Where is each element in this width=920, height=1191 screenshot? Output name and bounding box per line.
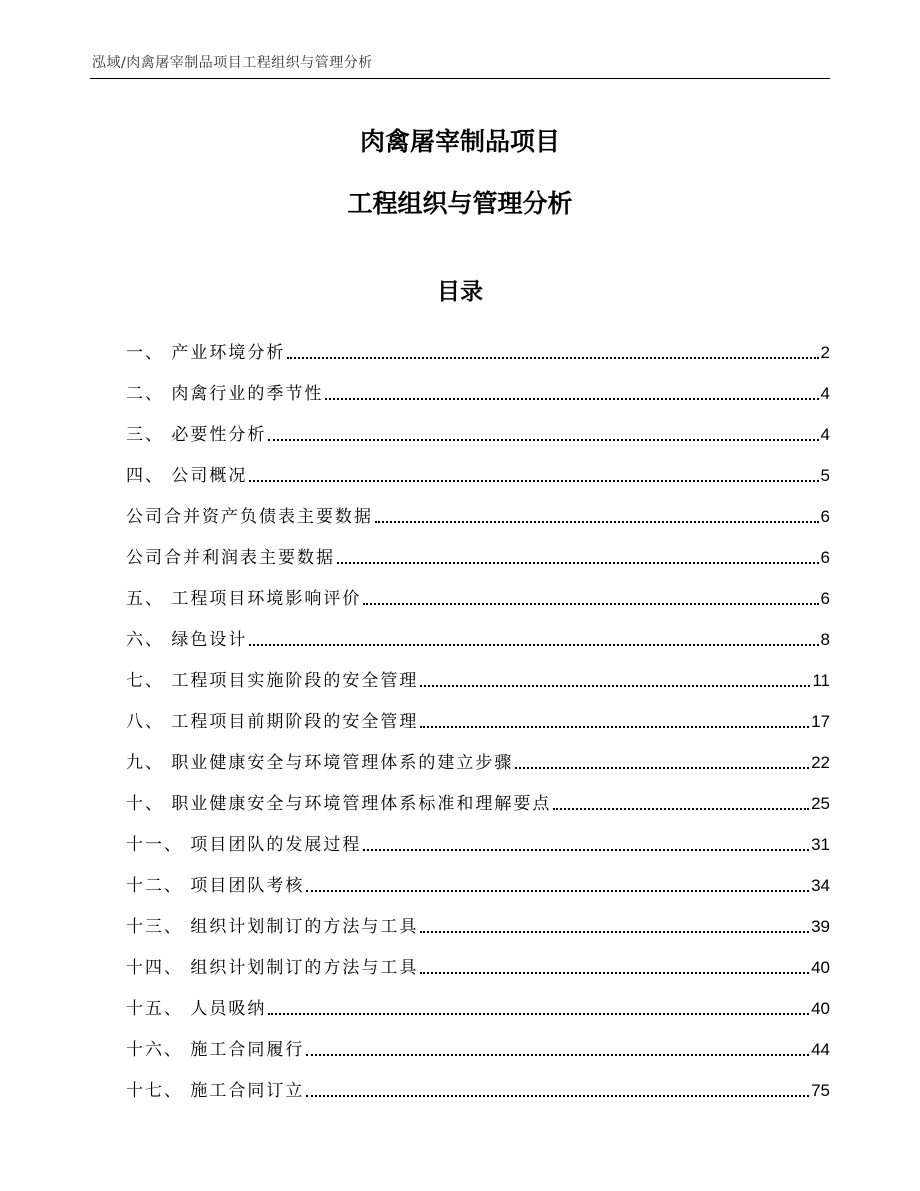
toc-entry[interactable] — [126, 446, 830, 487]
toc-dot-leader — [515, 767, 809, 769]
toc-dot-leader — [363, 849, 809, 851]
toc-entry-page: 2 — [820, 343, 830, 362]
toc-entry-page: 6 — [820, 548, 830, 567]
toc-entry-label: 十七、 施工合同订立 — [126, 1081, 305, 1101]
toc-entry-label: 七、 工程项目实施阶段的安全管理 — [126, 671, 419, 691]
toc-entry-label: 十三、 组织计划制订的方法与工具 — [126, 917, 419, 937]
toc-entry-page: 17 — [811, 712, 830, 731]
toc-entry[interactable] — [126, 323, 830, 364]
toc-dot-leader — [375, 521, 819, 523]
toc-entry-label: 公司合并利润表主要数据 — [126, 548, 335, 568]
toc-entry[interactable] — [126, 651, 830, 692]
toc-dot-leader — [363, 603, 818, 605]
running-header: 泓域/肉禽屠宰制品项目工程组织与管理分析 — [92, 55, 373, 71]
toc-dot-leader — [325, 398, 818, 400]
toc-entry[interactable] — [126, 1020, 830, 1061]
toc-dot-leader — [268, 439, 818, 441]
toc-entry[interactable] — [126, 815, 830, 856]
toc-entry[interactable] — [126, 897, 830, 938]
toc-entry-page: 25 — [811, 794, 830, 813]
toc-dot-leader — [306, 1095, 809, 1097]
toc-entry[interactable] — [126, 733, 830, 774]
toc-entry[interactable] — [126, 692, 830, 733]
header-rule — [90, 78, 830, 79]
toc-entry-page: 8 — [820, 630, 830, 649]
toc-dot-leader — [420, 726, 809, 728]
toc-dot-leader — [306, 1054, 809, 1056]
toc-entry-label: 十二、 项目团队考核 — [126, 876, 305, 896]
toc-dot-leader — [249, 480, 818, 482]
toc-entry[interactable] — [126, 364, 830, 405]
toc-dot-leader — [287, 357, 818, 359]
toc-entry-label: 六、 绿色设计 — [126, 630, 248, 650]
toc-entry-label: 四、 公司概况 — [126, 466, 248, 486]
toc-entry-label: 二、 肉禽行业的季节性 — [126, 384, 324, 404]
toc-entry[interactable] — [126, 856, 830, 897]
toc-entry-label: 五、 工程项目环境影响评价 — [126, 589, 362, 609]
toc-dot-leader — [249, 644, 818, 646]
toc-entry-label: 公司合并资产负债表主要数据 — [126, 507, 373, 527]
toc-entry-label: 十六、 施工合同履行 — [126, 1040, 305, 1060]
toc-entry-page: 4 — [820, 384, 830, 403]
document-title-line-2: 工程组织与管理分析 — [347, 189, 573, 218]
toc-entry[interactable] — [126, 979, 830, 1020]
toc-entry[interactable] — [126, 487, 830, 528]
toc-entry-label: 一、 产业环境分析 — [126, 343, 286, 363]
toc-entry-page: 6 — [820, 507, 830, 526]
toc-entry-label: 十、 职业健康安全与环境管理体系标准和理解要点 — [126, 794, 552, 814]
toc-entry-page: 40 — [811, 958, 830, 977]
table-of-contents — [126, 323, 830, 1102]
toc-entry-label: 十四、 组织计划制订的方法与工具 — [126, 958, 419, 978]
toc-dot-leader — [268, 1013, 809, 1015]
toc-dot-leader — [337, 562, 819, 564]
toc-entry[interactable] — [126, 774, 830, 815]
toc-entry-page: 34 — [811, 876, 830, 895]
toc-entry-page: 4 — [820, 425, 830, 444]
toc-entry-page: 11 — [812, 671, 830, 690]
toc-dot-leader — [420, 931, 809, 933]
toc-entry-page: 6 — [820, 589, 830, 608]
toc-entry-page: 75 — [811, 1081, 830, 1100]
toc-entry-page: 39 — [811, 917, 830, 936]
toc-dot-leader — [420, 972, 809, 974]
toc-entry-label: 十一、 项目团队的发展过程 — [126, 835, 362, 855]
toc-dot-leader — [306, 890, 809, 892]
toc-entry[interactable] — [126, 569, 830, 610]
toc-entry-page: 40 — [811, 999, 830, 1018]
toc-entry[interactable] — [126, 610, 830, 651]
toc-entry-label: 八、 工程项目前期阶段的安全管理 — [126, 712, 419, 732]
toc-entry-label: 十五、 人员吸纳 — [126, 999, 267, 1019]
toc-entry[interactable] — [126, 405, 830, 446]
toc-entry[interactable] — [126, 1061, 830, 1102]
document-title-line-1: 肉禽屠宰制品项目 — [359, 127, 560, 156]
toc-entry[interactable] — [126, 938, 830, 979]
toc-entry-page: 44 — [811, 1040, 830, 1059]
toc-entry-label: 九、 职业健康安全与环境管理体系的建立步骤 — [126, 753, 514, 773]
toc-heading: 目录 — [437, 279, 483, 305]
toc-entry-page: 22 — [811, 753, 830, 772]
toc-dot-leader — [420, 685, 810, 687]
toc-entry[interactable] — [126, 528, 830, 569]
toc-entry-label: 三、 必要性分析 — [126, 425, 267, 445]
toc-dot-leader — [553, 808, 809, 810]
toc-entry-page: 5 — [820, 466, 830, 485]
toc-entry-page: 31 — [811, 835, 830, 854]
